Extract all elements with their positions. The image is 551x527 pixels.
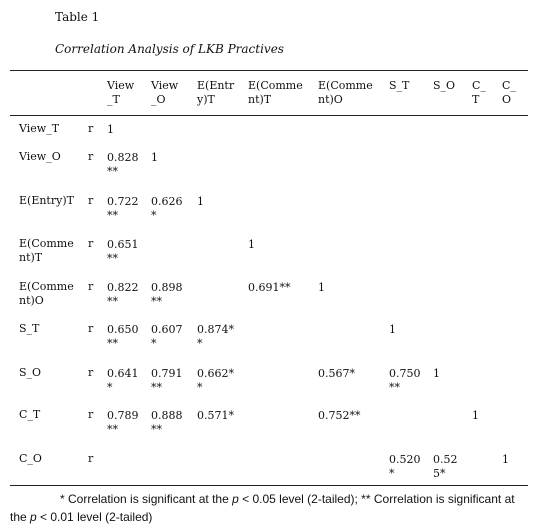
table-cell: 0.651 **	[107, 238, 139, 265]
table-cell: 1	[502, 453, 509, 466]
table-header-rule	[10, 115, 528, 116]
column-header: S_T	[389, 79, 410, 92]
row-stat: r	[88, 366, 94, 379]
table-cell: 1	[433, 367, 440, 380]
table-cell: 0.520 *	[389, 453, 421, 480]
row-label: C_T	[19, 408, 41, 421]
column-header: E(Comme nt)O	[318, 79, 373, 106]
note-p-2: p	[30, 510, 37, 524]
table-cell: 0.898 **	[151, 281, 183, 308]
row-stat: r	[88, 452, 94, 465]
table-cell: 0.752**	[318, 409, 361, 422]
table-cell: 0.641 *	[107, 367, 139, 394]
row-stat: r	[88, 237, 94, 250]
row-stat: r	[88, 150, 94, 163]
table-cell: 0.888 **	[151, 409, 183, 436]
row-label: E(Entry)T	[19, 194, 74, 207]
table-cell: 0.822 **	[107, 281, 139, 308]
row-label: S_O	[19, 366, 42, 379]
table-cell: 0.722 **	[107, 195, 139, 222]
row-stat: r	[88, 322, 94, 335]
table-label: Table 1	[55, 10, 100, 24]
table-cell: 0.567*	[318, 367, 355, 380]
row-stat: r	[88, 280, 94, 293]
column-header: E(Entr y)T	[197, 79, 235, 106]
row-label: View_O	[19, 150, 61, 163]
table-top-rule	[10, 70, 528, 71]
table-bottom-rule	[10, 485, 528, 486]
table-caption: Correlation Analysis of LKB Practives	[55, 42, 284, 56]
row-stat: r	[88, 194, 94, 207]
table-cell: 0.791 **	[151, 367, 183, 394]
table-note	[10, 490, 530, 526]
row-stat: r	[88, 122, 94, 135]
row-label: View_T	[19, 122, 60, 135]
table-cell: 0.607 *	[151, 323, 183, 350]
table-cell: 0.828 **	[107, 151, 139, 178]
row-label: E(Comme nt)T	[19, 237, 74, 264]
row-label: S_T	[19, 322, 40, 335]
column-header: View _O	[151, 79, 179, 106]
table-cell: 0.52 5*	[433, 453, 458, 480]
table-cell: 0.691**	[248, 281, 291, 294]
table-cell: 1	[151, 151, 158, 164]
table-cell: 1	[248, 238, 255, 251]
table-cell: 1	[197, 195, 204, 208]
column-header: E(Comme nt)T	[248, 79, 303, 106]
note-text-1: * Correlation is significant at the	[60, 492, 233, 506]
column-header: View _T	[107, 79, 135, 106]
column-header: S_O	[433, 79, 456, 92]
table-cell: 0.650 **	[107, 323, 139, 350]
table-cell: 0.571*	[197, 409, 234, 422]
table-cell: 1	[107, 123, 114, 136]
column-header: C_ T	[472, 79, 486, 106]
row-label: C_O	[19, 452, 42, 465]
note-p-1: p	[232, 492, 239, 506]
table-cell: 1	[389, 323, 396, 336]
table-cell: 0.874* *	[197, 323, 234, 350]
note-text-2: < 0.05 level (2-tailed); ** Correlation is significant at the	[10, 492, 515, 524]
table-cell: 0.750 **	[389, 367, 421, 394]
row-label: E(Comme nt)O	[19, 280, 74, 307]
table-cell: 1	[472, 409, 479, 422]
table-cell: 1	[318, 281, 325, 294]
column-header: C_ O	[502, 79, 516, 106]
note-text-3: < 0.01 level (2-tailed)	[36, 510, 153, 524]
row-stat: r	[88, 408, 94, 421]
table-cell: 0.789 **	[107, 409, 139, 436]
table-cell: 0.626 *	[151, 195, 183, 222]
table-cell: 0.662* *	[197, 367, 234, 394]
